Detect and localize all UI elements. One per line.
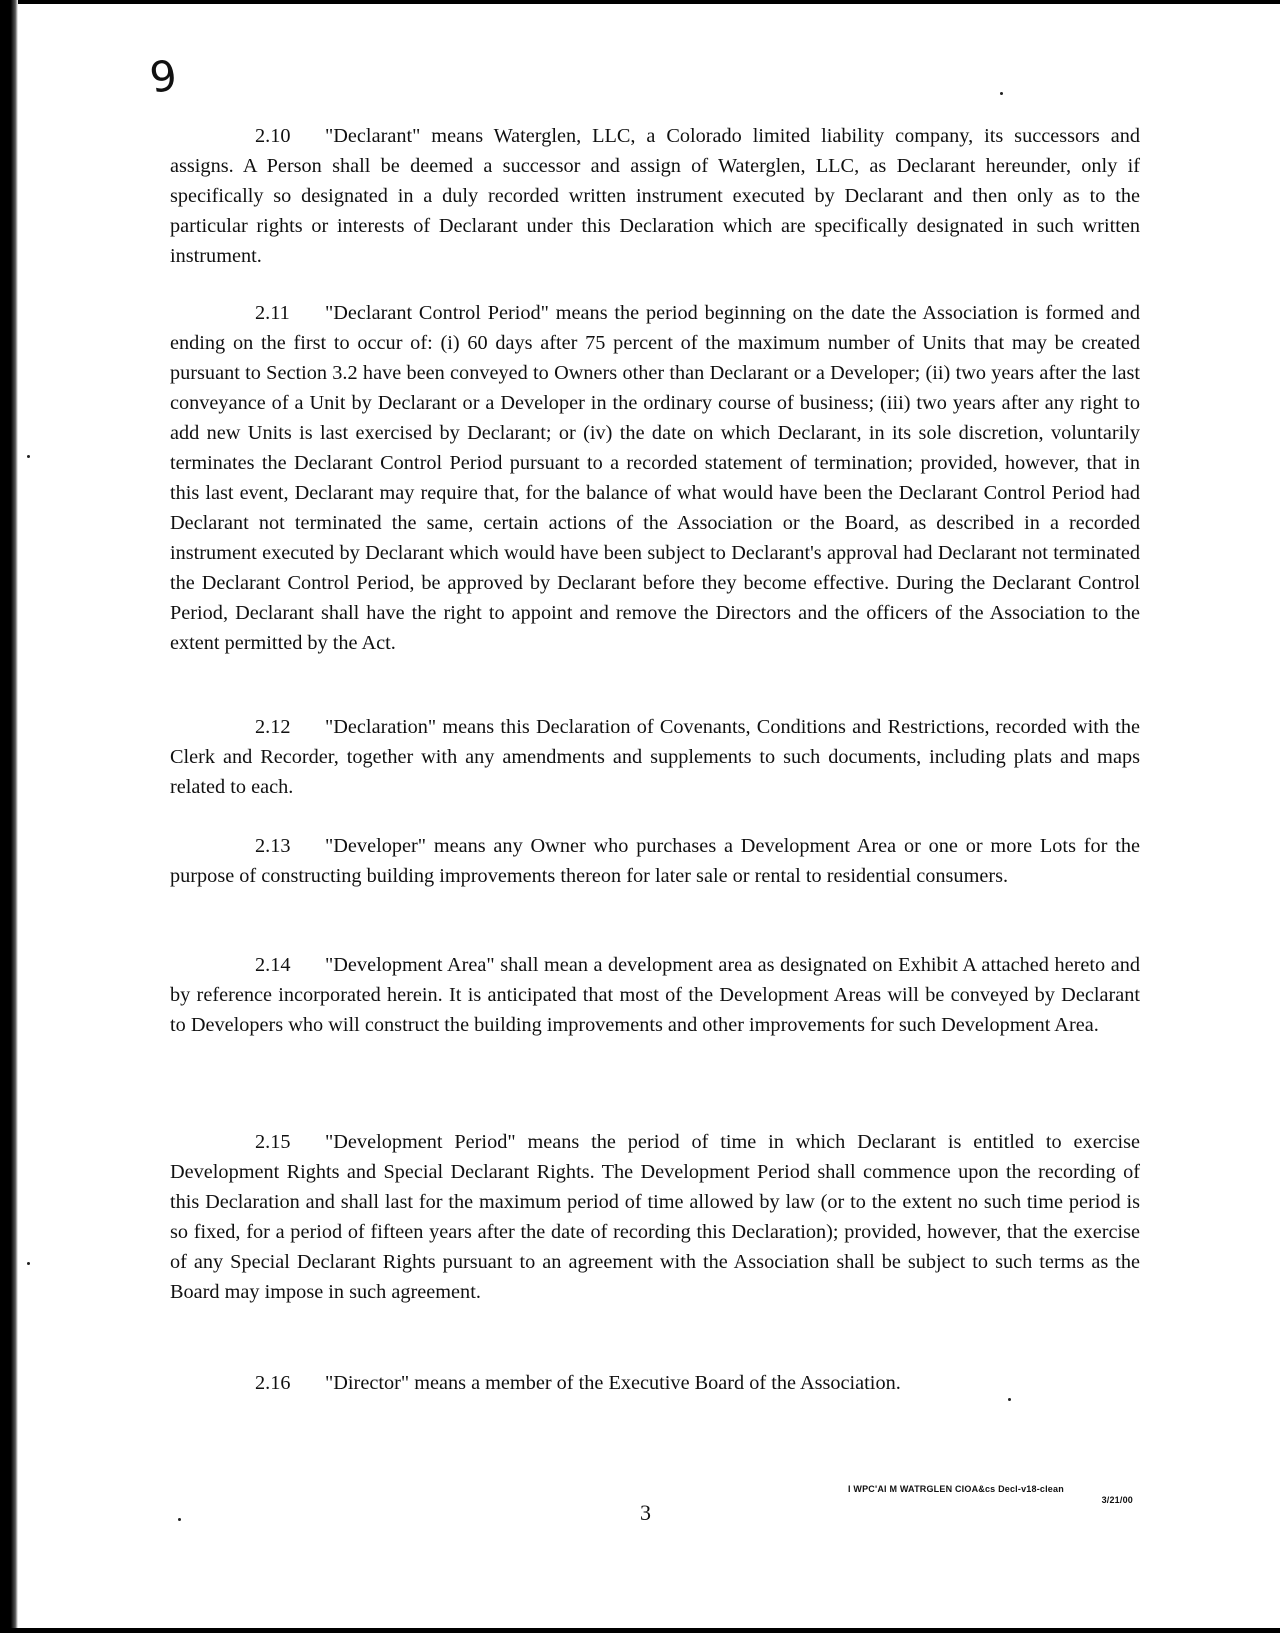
section-number: 2.14 xyxy=(255,954,291,976)
section-text: "Director" means a member of the Executive Board of the Association. xyxy=(325,1372,901,1394)
scan-speck xyxy=(27,455,30,458)
section-2-15 xyxy=(170,1127,1140,1307)
section-number: 2.10 xyxy=(255,125,291,147)
section-number: 2.12 xyxy=(255,716,291,738)
section-number: 2.15 xyxy=(255,1131,291,1153)
scan-speck xyxy=(27,1262,30,1265)
page-number: 3 xyxy=(640,1500,651,1525)
section-2-12 xyxy=(170,712,1140,802)
scan-border-left xyxy=(0,0,18,1633)
scan-border-bottom xyxy=(0,1628,1280,1633)
section-text: "Declarant" means Waterglen, LLC, a Colorado limited liability company, its successors and assigns. A Person shall be deemed a successor and assign of Waterglen, LLC, as Declarant hereunder, only if specifically so designated in a duly recorded written instrument executed by Declarant and then only as to the particular rights or interests of Declarant under this Declaration which are specifically designated in such written instrument. xyxy=(170,125,1140,267)
section-number: 2.13 xyxy=(255,835,291,857)
section-2-10 xyxy=(170,121,1140,271)
scan-speck xyxy=(178,1518,181,1521)
section-text: "Declarant Control Period" means the period beginning on the date the Association is formed and ending on the first to occur of: (i) 60 days after 75 percent of the maximum number of Units that may be created pursuant to Section 3.2 have been conveyed to Owners other than Declarant or a Developer; (ii) two years after the last conveyance of a Unit by Declarant or a Developer in the ordinary course of business; (iii) two years after any right to add new Units is last exercised by Declarant; or (iv) the date on which Declarant, in its sole discretion, voluntarily terminates the Declarant Control Period pursuant to a recorded statement of termination; provided, however, that in this last event, Declarant may require that, for the balance of what would have been the Declarant Control Period had Declarant not terminated the same, certain actions of the Association or the Board, as described in a recorded instrument executed by Declarant which would have been subject to Declarant's approval had Declarant not terminated the Declarant Control Period, be approved by Declarant before they become effective. During the Declarant Control Period, Declarant shall have the right to appoint and remove the Directors and the officers of the Association to the extent permitted by the Act. xyxy=(170,302,1140,654)
section-text: "Developer" means any Owner who purchases a Development Area or one or more Lots for the purpose of constructing building improvements thereon for later sale or rental to residential consumers. xyxy=(170,835,1140,887)
footer-path-text: I WPC'AI M WATRGLEN CIOA&cs Decl-v18-clean xyxy=(848,1484,1064,1494)
section-2-14 xyxy=(170,950,1140,1040)
section-text: "Development Area" shall mean a development area as designated on Exhibit A attached hereto and by reference incorporated herein. It is anticipated that most of the Development Areas will be conveyed by Declarant to Developers who will construct the building improvements and other improvements for such Development Area. xyxy=(170,954,1140,1036)
handwritten-page-mark: 9 xyxy=(146,50,181,103)
section-2-13 xyxy=(170,831,1140,891)
section-2-11 xyxy=(170,298,1140,658)
scan-speck xyxy=(1008,1398,1011,1401)
section-number: 2.16 xyxy=(255,1372,291,1394)
section-text: "Development Period" means the period of time in which Declarant is entitled to exercise Development Rights and Special Declarant Rights. The Development Period shall commence upon the recording of this Declaration and shall last for the maximum period of time allowed by law (or to the extent no such time period is so fixed, for a period of fifteen years after the date of recording this Declaration); provided, however, that the exercise of any Special Declarant Rights pursuant to an agreement with the Association shall be subject to such terms as the Board may impose in such agreement. xyxy=(170,1131,1140,1303)
footer-date-text: 3/21/00 xyxy=(1101,1495,1133,1505)
section-2-16 xyxy=(170,1368,1140,1398)
footer-document-path xyxy=(848,1484,1148,1506)
section-number: 2.11 xyxy=(255,302,290,324)
scan-border-top xyxy=(0,0,1280,4)
scan-speck xyxy=(1000,92,1003,95)
section-text: "Declaration" means this Declaration of Covenants, Conditions and Restrictions, recorded with the Clerk and Recorder, together with any amendments and supplements to such documents, including plats and maps related to each. xyxy=(170,716,1140,798)
